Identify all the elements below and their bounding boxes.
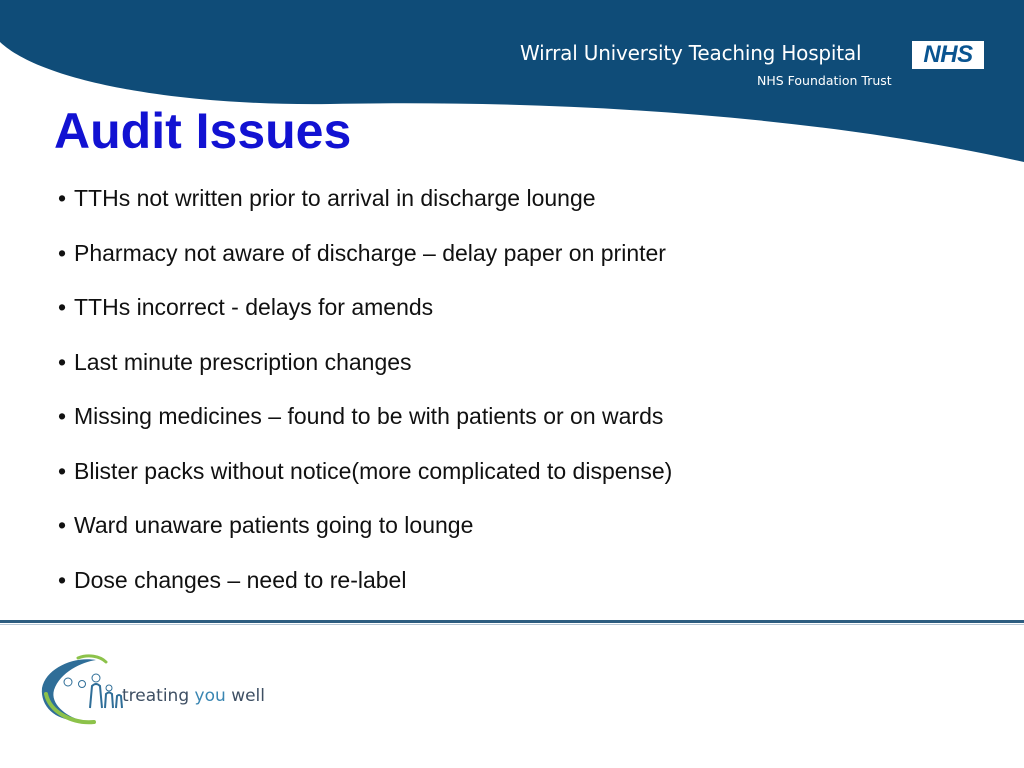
bullet-text: Missing medicines – found to be with patients or on wards: [74, 403, 664, 429]
bullet-dot-icon: •: [58, 239, 67, 266]
nhs-logo-text: NHS: [923, 41, 973, 68]
bullet-text: TTHs not written prior to arrival in discharge lounge: [74, 185, 596, 211]
bullet-text: Blister packs without notice(more complicated to dispense): [74, 457, 673, 484]
footer-divider: [0, 620, 1024, 623]
bullet-item: [58, 457, 672, 512]
footer-divider-light: [0, 624, 1024, 625]
bullet-dot-icon: •: [58, 457, 67, 484]
bullet-item: [58, 184, 672, 239]
slogan-well: well: [231, 686, 265, 706]
nhs-logo: [912, 41, 984, 69]
bullet-text: Dose changes – need to re-label: [74, 566, 407, 593]
bullet-text: TTHs incorrect - delays for amends: [74, 294, 434, 320]
footer-slogan: [122, 686, 265, 706]
bullet-list: [58, 184, 672, 620]
slogan-you: you: [194, 686, 226, 706]
trust-name: NHS Foundation Trust: [757, 73, 892, 88]
bullet-item: [58, 293, 672, 348]
bullet-dot-icon: •: [58, 348, 67, 375]
bullet-dot-icon: •: [58, 512, 67, 538]
bullet-item: [58, 239, 672, 294]
hospital-name: Wirral University Teaching Hospital: [520, 41, 862, 65]
bullet-item: [58, 511, 672, 566]
bullet-dot-icon: •: [58, 566, 67, 593]
bullet-item: [58, 566, 672, 621]
bullet-text: Last minute prescription changes: [74, 348, 412, 375]
bullet-text: Pharmacy not aware of discharge – delay paper on printer: [74, 239, 666, 266]
slide-title: Audit Issues: [54, 103, 352, 159]
slogan-treating: treating: [122, 686, 190, 706]
bullet-item: [58, 402, 672, 457]
bullet-dot-icon: •: [58, 403, 67, 429]
bullet-text: Ward unaware patients going to lounge: [74, 512, 474, 538]
bullet-dot-icon: •: [58, 185, 67, 211]
bullet-dot-icon: •: [58, 294, 67, 320]
bullet-item: [58, 348, 672, 403]
